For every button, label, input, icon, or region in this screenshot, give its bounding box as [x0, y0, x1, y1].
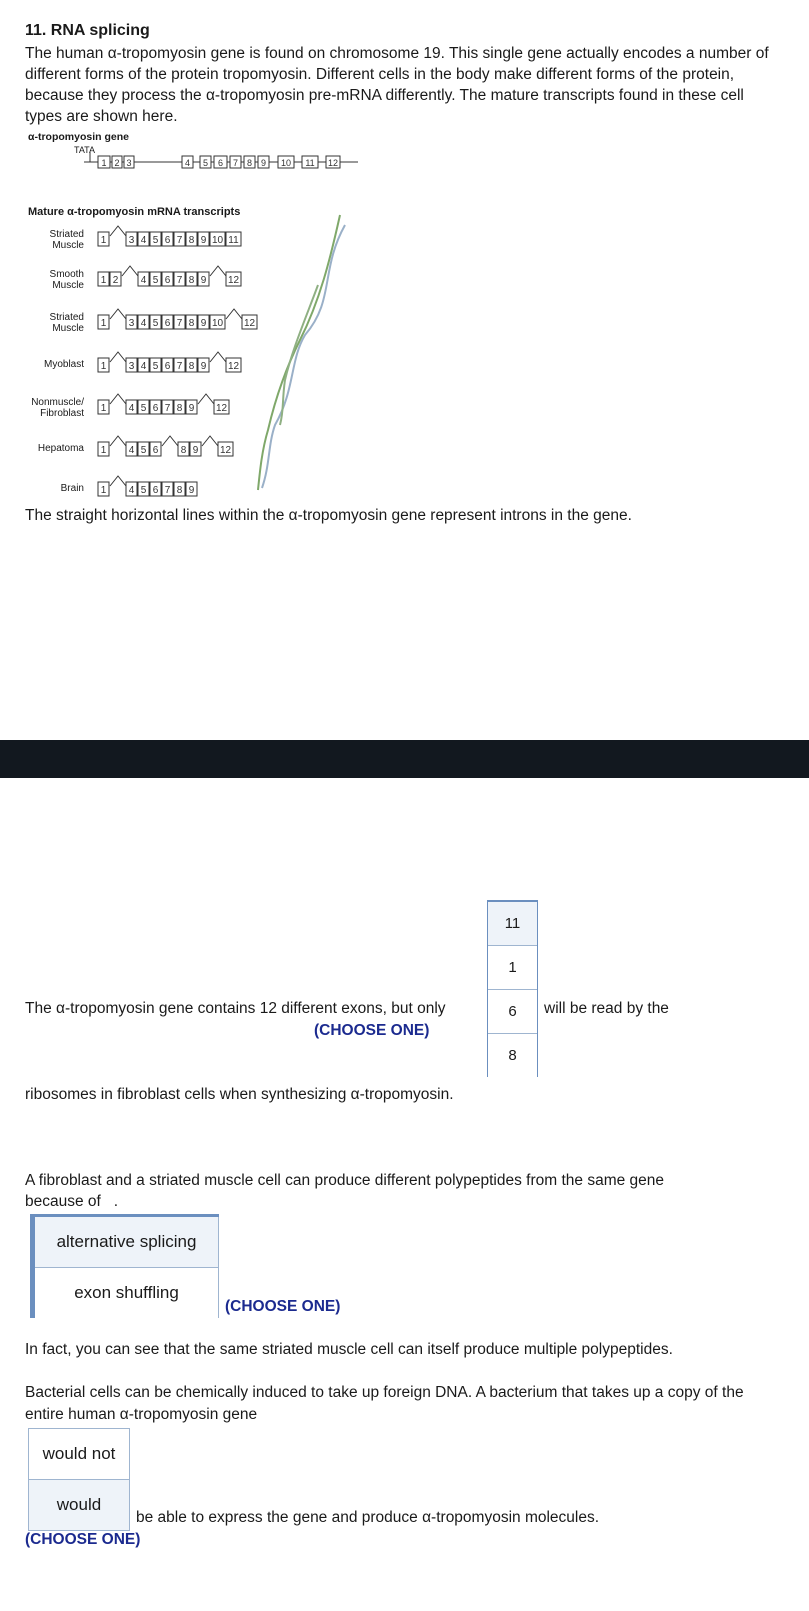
- transcript-exon-label: 4: [140, 318, 147, 329]
- transcript-exon-label: 7: [164, 485, 171, 496]
- q1-option[interactable]: 1: [488, 946, 537, 990]
- intron-note: The straight horizontal lines within the α-tropomyosin gene represent introns in the gene.: [25, 507, 632, 524]
- q2-option-alternative-splicing[interactable]: alternative splicing: [35, 1217, 219, 1268]
- transcript-exon-label: 6: [164, 235, 171, 246]
- gene-exon-label: 2: [114, 158, 120, 168]
- transcript-exon-label: 5: [152, 361, 159, 372]
- splice-junction: [162, 436, 178, 446]
- transcript-exon-label: 5: [152, 235, 159, 246]
- q2-choose-one: (CHOOSE ONE): [225, 1298, 341, 1315]
- transcript-exon-label: 5: [152, 318, 159, 329]
- q2-dropdown[interactable]: [30, 1214, 219, 1318]
- q2-text: A fibroblast and a striated muscle cell can produce different polypeptides from the same gene because of .: [25, 1172, 665, 1210]
- transcript-cell-label: Myoblast: [43, 359, 84, 370]
- transcript-exon-label: 7: [176, 235, 183, 246]
- gene-exon-label: 11: [305, 158, 315, 168]
- q3-text: Bacterial cells can be chemically induced to take up foreign DNA. A bacterium that takes up a copy of the entire human α-tropomyosin gene: [25, 1384, 744, 1423]
- q3-text-after: be able to express the gene and produce α-tropomyosin molecules.: [136, 1509, 600, 1526]
- dna-helix-icon: [258, 215, 345, 490]
- transcript-exon-label: 1: [100, 485, 107, 496]
- gene-exon-label: 12: [327, 158, 339, 168]
- transcript-exon-label: 11: [228, 235, 239, 246]
- q1-dropdown[interactable]: [487, 900, 538, 1077]
- transcript-exon-label: 6: [152, 445, 159, 456]
- q1-choose-one: (CHOOSE ONE): [314, 1022, 430, 1039]
- gene-exon-label: 7: [232, 158, 239, 168]
- splice-junction: [110, 226, 126, 236]
- transcript-exon-label: 12: [219, 445, 232, 456]
- q1-option[interactable]: 6: [488, 990, 537, 1034]
- transcript-exon-label: 9: [200, 235, 207, 246]
- transcript-exon-label: 4: [140, 361, 147, 372]
- transcript-exon-label: 8: [176, 403, 183, 414]
- transcript-exon-label: 4: [128, 403, 135, 414]
- transcript-exon-label: 9: [188, 485, 195, 496]
- q1-option[interactable]: 8: [488, 1034, 537, 1077]
- splice-junction: [226, 309, 242, 319]
- transcript-exon-label: 2: [112, 275, 119, 286]
- transcript-exon-label: 3: [128, 235, 135, 246]
- transcript-exon-label: 6: [164, 275, 171, 286]
- q3-choose-one: (CHOOSE ONE): [25, 1531, 141, 1548]
- transcript-exon-label: 3: [128, 318, 135, 329]
- transcript-exon-label: 12: [227, 275, 240, 286]
- transcript-exon-label: 6: [152, 485, 159, 496]
- transcript-exon-label: 5: [152, 275, 159, 286]
- splice-junction: [210, 352, 226, 362]
- mature-label: Mature α-tropomyosin mRNA transcripts: [28, 206, 241, 218]
- transcript-exon-label: 6: [164, 318, 171, 329]
- splice-junction: [110, 394, 126, 404]
- gene-exon-label: 8: [246, 158, 253, 168]
- q3-option-would[interactable]: would: [29, 1480, 129, 1530]
- transcript-exon-label: 7: [176, 318, 183, 329]
- transcript-cell-label: Brain: [60, 483, 84, 494]
- q2-followup: In fact, you can see that the same striated muscle cell can itself produce multiple polypeptides.: [25, 1341, 673, 1358]
- splice-junction: [110, 476, 126, 486]
- transcript-exon-label: 5: [140, 403, 147, 414]
- splice-junction: [202, 436, 218, 446]
- gene-exon-label: 10: [280, 158, 292, 168]
- transcript-exon-label: 8: [188, 361, 195, 372]
- transcript-exon-label: 4: [128, 445, 135, 456]
- transcript-exon-label: 4: [128, 485, 135, 496]
- transcript-exon-label: 8: [188, 318, 195, 329]
- tata-label: TATA: [74, 145, 95, 155]
- gene-exon-label: 6: [217, 158, 224, 168]
- transcript-exon-label: 4: [140, 235, 147, 246]
- transcript-exon-label: 1: [100, 318, 107, 329]
- transcript-exon-label: 1: [100, 403, 107, 414]
- transcript-exon-label: 1: [100, 235, 107, 246]
- dark-divider: [0, 740, 809, 778]
- splice-junction: [110, 436, 126, 446]
- q3-dropdown[interactable]: [28, 1428, 130, 1531]
- transcript-exon-label: 1: [100, 275, 107, 286]
- transcript-exon-label: 9: [192, 445, 199, 456]
- q1-text-after: will be read by the: [544, 1000, 669, 1017]
- transcript-exon-label: 10: [211, 318, 224, 329]
- transcript-exon-label: 9: [188, 403, 195, 414]
- splice-junction: [210, 266, 226, 276]
- gene-label: α-tropomyosin gene: [28, 131, 129, 143]
- transcript-exon-label: 7: [176, 361, 183, 372]
- splicing-figure: [0, 0, 809, 520]
- gene-exon-label: 9: [260, 158, 267, 168]
- splice-junction: [198, 394, 214, 404]
- transcript-exon-label: 7: [164, 403, 171, 414]
- q3-option-would-not[interactable]: would not: [29, 1429, 129, 1480]
- transcript-cell-label: Smooth Muscle: [49, 269, 84, 291]
- transcript-exon-label: 3: [128, 361, 135, 372]
- transcript-exon-label: 9: [200, 361, 207, 372]
- gene-exon-label: 4: [184, 158, 191, 168]
- gene-exon-label: 5: [202, 158, 209, 168]
- transcript-exon-label: 8: [188, 275, 195, 286]
- splice-junction: [122, 266, 138, 276]
- question-title: 11. RNA splicing: [25, 22, 150, 39]
- transcript-exon-label: 10: [211, 235, 224, 246]
- splice-junction: [110, 352, 126, 362]
- question-intro: The human α-tropomyosin gene is found on chromosome 19. This single gene actually encodes a number of different forms of the protein tropomyosin. Different cells in the body make different forms of the protein, because they process the α-tropomyosin pre-mRNA differently. The mature transcripts found in these cell types are shown here.: [25, 45, 769, 125]
- transcript-exon-label: 5: [140, 485, 147, 496]
- q2-option-exon-shuffling[interactable]: exon shuffling: [35, 1268, 219, 1318]
- transcript-exon-label: 12: [215, 403, 228, 414]
- transcript-exon-label: 12: [243, 318, 256, 329]
- transcript-cell-label: Striated Muscle: [49, 312, 84, 334]
- transcript-exon-label: 8: [188, 235, 195, 246]
- splice-junction: [110, 309, 126, 319]
- transcript-exon-label: 5: [140, 445, 147, 456]
- transcript-exon-label: 9: [200, 318, 207, 329]
- transcript-cell-label: Hepatoma: [37, 443, 84, 454]
- transcript-exon-label: 6: [152, 403, 159, 414]
- transcript-exon-label: 8: [180, 445, 187, 456]
- transcript-exon-label: 9: [200, 275, 207, 286]
- q1-text-before: The α-tropomyosin gene contains 12 different exons, but only: [25, 1000, 446, 1017]
- q1-option[interactable]: 11: [488, 902, 537, 946]
- transcript-exon-label: 4: [140, 275, 147, 286]
- transcript-cell-label: Nonmuscle/ Fibroblast: [31, 397, 84, 419]
- transcript-cell-label: Striated Muscle: [49, 229, 84, 251]
- transcript-exon-label: 12: [227, 361, 240, 372]
- transcript-exon-label: 7: [176, 275, 183, 286]
- transcript-exon-label: 1: [100, 445, 107, 456]
- gene-exon-label: 3: [126, 158, 132, 168]
- transcript-exon-label: 6: [164, 361, 171, 372]
- q1-text-line2: ribosomes in fibroblast cells when synthesizing α-tropomyosin.: [25, 1086, 454, 1103]
- gene-exon-label: 1: [101, 158, 107, 168]
- transcript-exon-label: 1: [100, 361, 107, 372]
- transcript-exon-label: 8: [176, 485, 183, 496]
